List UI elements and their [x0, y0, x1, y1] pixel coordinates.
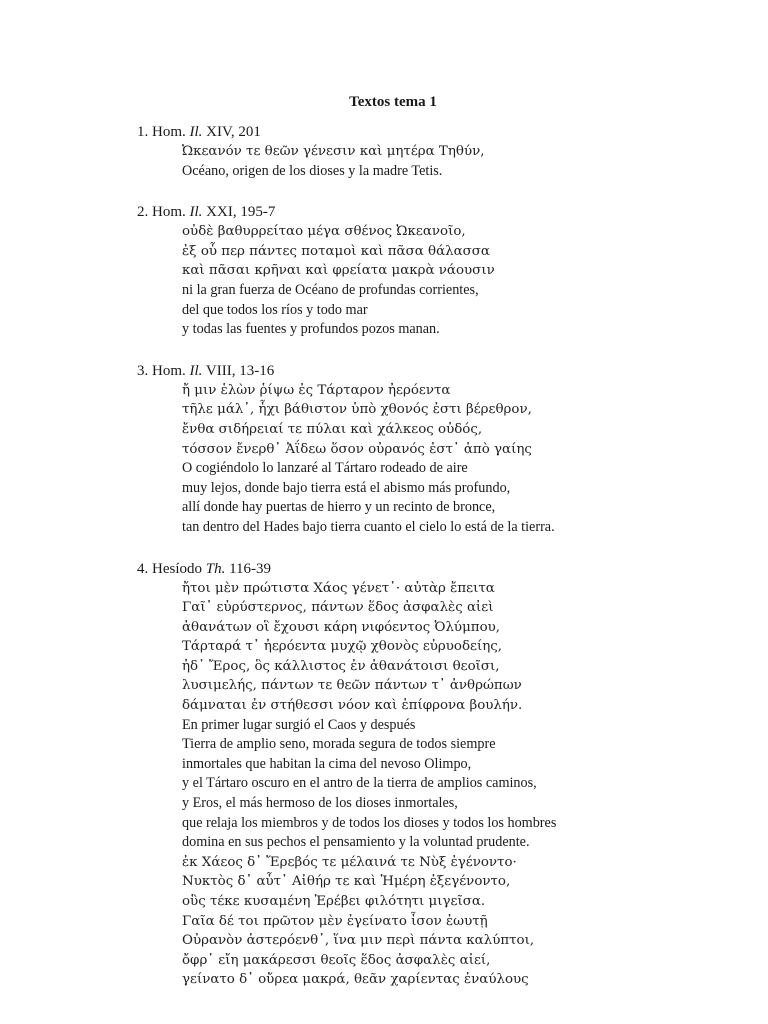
spanish-translation-line: tan dentro del Hades bajo tierra cuanto el cielo lo está de la tierra. [182, 518, 555, 535]
spanish-translation-line: que relaja los miembros y de todos los dioses y todos los hombres [182, 814, 557, 831]
section-work: Il. [189, 362, 203, 379]
section-heading [137, 202, 737, 222]
greek-verse-line: ἐξ οὗ περ πάντες ποταμοὶ καὶ πᾶσα θάλασσα [182, 243, 490, 259]
spanish-translation-line: ni la gran fuerza de Océano de profundas corrientes, [182, 281, 479, 298]
spanish-translation-line: allí donde hay puertas de hierro y un recinto de bronce, [182, 499, 496, 516]
spanish-translation-line: Tierra de amplio seno, morada segura de todos siempre [182, 736, 496, 753]
section-author: Hom. [152, 204, 186, 221]
greek-verse-line: γείνατο δ᾽ οὔρεα μακρά, θεᾶν χαρίεντας ἐναύλους [182, 972, 529, 988]
section-lines [182, 579, 737, 990]
section-heading [137, 122, 737, 142]
section-author: Hom. [152, 124, 186, 140]
greek-verse-line: τῆλε μάλ᾽, ἧχι βάθιστον ὑπὸ χθονός ἐστι βέρεθρον, [182, 402, 532, 418]
greek-verse-line: δάμναται ἐν στήθεσσι νόον καὶ ἐπίφρονα βουλήν. [182, 698, 523, 714]
text-section [137, 202, 737, 340]
section-reference: 116-39 [229, 560, 272, 577]
section-heading [137, 559, 737, 579]
spanish-translation-line: inmortales que habitan la cima del nevoso Olimpo, [182, 755, 472, 772]
greek-verse-line: λυσιμελής, πάντων τε θεῶν πάντων τ᾽ ἀνθρώπων [182, 678, 522, 694]
spanish-translation-line: domina en sus pechos el pensamiento y la voluntad prudente. [182, 834, 530, 851]
greek-verse-line: Τάρταρά τ᾽ ἠερόεντα μυχῷ χθονὸς εὐρυοδείης, [182, 639, 503, 655]
spanish-translation-line: O cogiéndolo lo lanzaré al Tártaro rodeado de aire [182, 460, 468, 477]
section-work: Il. [189, 124, 203, 140]
section-author: Hesíodo [152, 560, 202, 577]
section-work: Il. [189, 204, 203, 221]
text-section [137, 559, 737, 990]
section-reference: VIII, 13-16 [205, 362, 275, 379]
section-reference: XXI, 195-7 [206, 204, 276, 221]
greek-verse-line: οὓς τέκε κυσαμένη Ἐρέβει φιλότητι μιγεῖσα. [182, 894, 486, 909]
spanish-translation-line: muy lejos, donde bajo tierra está el abismo más profundo, [182, 479, 511, 496]
greek-verse-line: ἔνθα σιδήρειαί τε πύλαι καὶ χάλκεος οὐδός, [182, 421, 483, 437]
spanish-translation-line: y todas las fuentes y profundos pozos manan. [182, 321, 440, 338]
greek-verse-line: τόσσον ἔνερθ᾽ Ἀΐδεω ὅσον οὐρανός ἐστ᾽ ἀπὸ γαίης [182, 441, 532, 457]
greek-verse-line: Γαῖ᾽ εὐρύστερνος, πάντων ἕδος ἀσφαλὲς αἰεὶ [182, 600, 494, 616]
greek-verse-line: οὐδὲ βαθυρρείταο μέγα σθένος Ὠκεανοῖο, [182, 224, 466, 240]
spanish-translation-line: En primer lugar surgió el Caos y después [182, 716, 416, 733]
spanish-translation-line: del que todos los ríos y todo mar [182, 301, 368, 318]
greek-verse-line: ἐκ Χάεος δ᾽ Ἔρεβός τε μέλαινά τε Νὺξ ἐγένοντο· [182, 854, 517, 870]
spanish-translation-line: y el Tártaro oscuro en el antro de la tierra de amplios caminos, [182, 775, 537, 792]
section-heading [137, 361, 737, 381]
greek-verse-line: ἀθανάτων οἳ ἔχουσι κάρη νιφόεντος Ὀλύμπου, [182, 619, 501, 635]
section-work: Th. [205, 560, 226, 577]
greek-verse-line: ἤ μιν ἑλὼν ῥίψω ἐς Τάρταρον ἠερόεντα [182, 382, 451, 398]
spanish-translation-line: Océano, origen de los dioses y la madre Tetis. [182, 162, 443, 179]
greek-verse-line: Οὐρανὸν ἀστερόενθ᾽, ἵνα μιν περὶ πάντα καλύπτοι, [182, 933, 535, 949]
greek-verse-line: Γαῖα δέ τοι πρῶτον μὲν ἐγείνατο ἶσον ἑωυτῇ [182, 913, 488, 929]
text-section [137, 361, 737, 538]
greek-verse-line: Νυκτὸς δ᾽ αὖτ᾽ Αἰθήρ τε καὶ Ἡμέρη ἐξεγένοντο, [182, 874, 511, 890]
section-lines [182, 142, 737, 181]
greek-verse-line: ἤτοι μὲν πρώτιστα Χάος γένετ᾽· αὐτὰρ ἔπειτα [182, 580, 495, 596]
text-section [137, 122, 737, 181]
section-number: 4. [137, 560, 149, 577]
section-reference: XIV, 201 [206, 124, 261, 140]
greek-verse-line: καὶ πᾶσαι κρῆναι καὶ φρείατα μακρὰ νάουσιν [182, 263, 495, 279]
section-author: Hom. [152, 362, 186, 379]
section-number: 2. [137, 204, 149, 221]
greek-verse-line: ἠδ᾽ Ἔρος, ὃς κάλλιστος ἐν ἀθανάτοισι θεοῖσι, [182, 658, 500, 674]
section-number: 3. [137, 362, 149, 379]
document-title: Textos tema 1 [349, 94, 437, 110]
section-lines [182, 222, 737, 340]
text-sections [137, 122, 737, 1011]
greek-verse-line: ὄφρ᾽ εἴη μακάρεσσι θεοῖς ἕδος ἀσφαλὲς αἰεί, [182, 952, 491, 968]
spanish-translation-line: y Eros, el más hermoso de los dioses inmortales, [182, 795, 458, 812]
section-number: 1. [137, 124, 149, 140]
greek-verse-line: Ὠκεανόν τε θεῶν γένεσιν καὶ μητέρα Τηθύν, [182, 144, 485, 159]
section-lines [182, 381, 737, 538]
